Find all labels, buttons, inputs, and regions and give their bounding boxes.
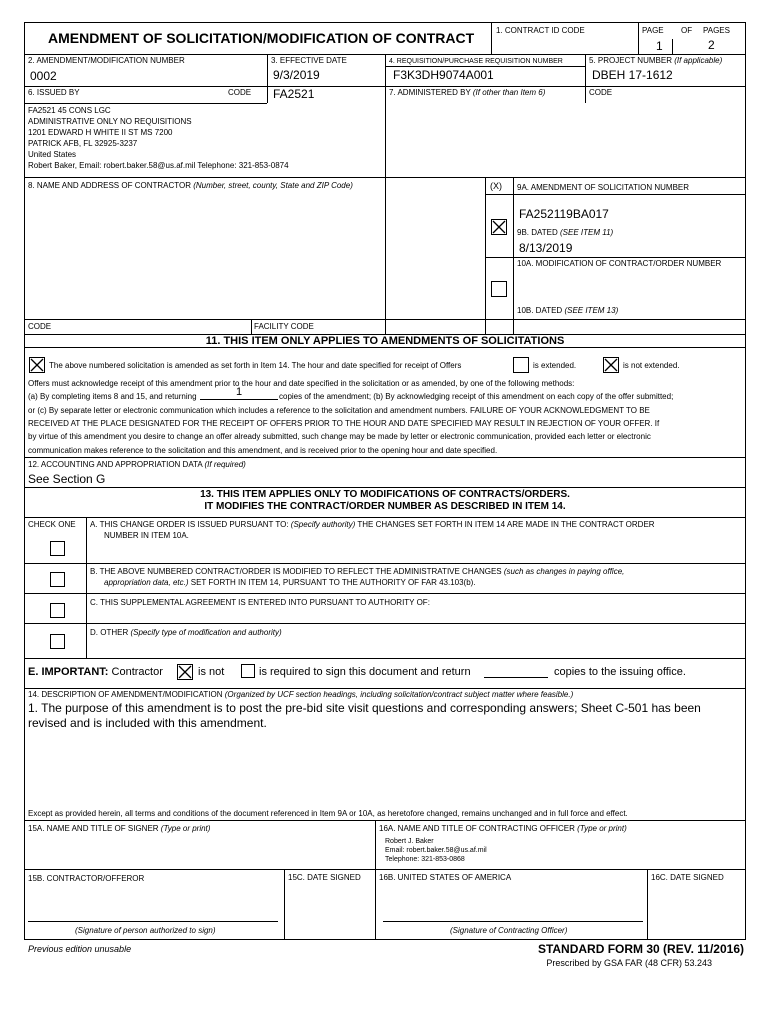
sig-person-caption: (Signature of person authorized to sign) (75, 926, 216, 935)
not-extended-label: is not extended. (623, 361, 680, 370)
page-label: PAGE (642, 26, 664, 35)
item13d-text: D. OTHER (Specify type of modification and authority) (90, 628, 282, 637)
box5-label: 5. PROJECT NUMBER (If applicable) (589, 56, 723, 65)
box16a-label: 16A. NAME AND TITLE OF CONTRACTING OFFICER (Type or print) (379, 824, 627, 833)
box16c-label: 16C. DATE SIGNED (651, 873, 724, 882)
x-label: (X) (490, 181, 502, 191)
form-name: STANDARD FORM 30 (REV. 11/2016) (537, 942, 744, 956)
of-label: OF (681, 26, 693, 35)
item13b-text: B. THE ABOVE NUMBERED CONTRACT/ORDER IS MODIFIED TO REFLECT THE ADMINISTRATIVE CHANGES (such as changes in paying office, (90, 567, 625, 576)
divider (24, 688, 746, 689)
requisition-number: F3K3DH9074A001 (393, 68, 494, 82)
box15a-label: 15A. NAME AND TITLE OF SIGNER (Type or print) (28, 824, 211, 833)
previous-edition: Previous edition unusable (28, 944, 132, 954)
is-required-label: is required to sign this document and return (259, 666, 471, 678)
item13a-text: A. THIS CHANGE ORDER IS ISSUED PURSUANT TO: (Specify authority) THE CHANGES SET FORTH IN ITEM 14 ARE MADE IN THE CONTRACT ORDER (90, 520, 655, 529)
offers-line-2b: copies of the amendment; (b) By acknowledging receipt of this amendment on each copy of the offer submitted; (279, 392, 674, 401)
box7-code-label: CODE (589, 88, 613, 97)
offers-line-3: or (c) By separate letter or electronic communication which includes a reference to the solicitation and amendment numbers. FAILURE OF YOUR ACKNOWLEDGMENT TO BE (28, 406, 650, 415)
solicitation-date: 8/13/2019 (519, 241, 573, 255)
box3-label: 3. EFFECTIVE DATE (271, 56, 347, 65)
item13c-text: C. THIS SUPPLEMENTAL AGREEMENT IS ENTERED INTO PURSUANT TO AUTHORITY OF: (90, 598, 430, 607)
divider (24, 487, 746, 488)
item12-label: 12. ACCOUNTING AND APPROPRIATION DATA (If required) (28, 460, 246, 469)
contractor-signature-line[interactable] (28, 921, 278, 922)
divider (24, 517, 746, 518)
divider (24, 869, 746, 870)
item11-header: 11. THIS ITEM ONLY APPLIES TO AMENDMENTS OF SOLICITATIONS (205, 335, 565, 347)
contractor-code-label: CODE (28, 322, 52, 331)
officer-phone: Telephone: 321-853-0868 (385, 856, 465, 863)
divider (513, 177, 514, 334)
is-extended-label: is extended. (533, 361, 577, 370)
item13b-checkbox[interactable] (50, 572, 65, 587)
is-extended-checkbox[interactable] (513, 357, 529, 373)
is-not-label: is not (198, 666, 225, 678)
total-pages: 2 (708, 38, 715, 52)
divider (24, 457, 746, 458)
divider (24, 623, 746, 624)
copies-issuing-label: copies to the issuing office. (554, 666, 686, 678)
amended-checkbox[interactable] (29, 357, 45, 373)
facility-code-label: FACILITY CODE (254, 322, 314, 331)
check-x-icon (492, 220, 506, 234)
item13a-line-2: NUMBER IN ITEM 10A. (104, 531, 189, 540)
divider (267, 54, 268, 103)
box6-label: 6. ISSUED BY (28, 88, 80, 97)
item13a-checkbox[interactable] (50, 541, 65, 556)
box15c-label: 15C. DATE SIGNED (288, 873, 361, 882)
form-left-border (24, 22, 25, 939)
check-x-icon (30, 358, 44, 372)
amendment-number: 0002 (30, 69, 57, 83)
box9b-label: 9B. DATED (SEE ITEM 11) (517, 228, 614, 237)
item13-header-1: 13. THIS ITEM APPLIES ONLY TO MODIFICATIONS OF CONTRACTS/ORDERS. (200, 489, 570, 500)
issued-by-code: FA2521 (273, 87, 315, 101)
divider (647, 869, 648, 939)
divider (491, 22, 492, 54)
divider (638, 22, 639, 54)
divider (24, 103, 267, 104)
effective-date: 9/3/2019 (273, 68, 320, 82)
divider (251, 319, 252, 334)
check-one-label: CHECK ONE (28, 520, 76, 529)
box10a-label: 10A. MODIFICATION OF CONTRACT/ORDER NUMBER (517, 259, 722, 268)
divider (485, 257, 746, 258)
copies-field[interactable] (484, 677, 548, 678)
check-x-icon (604, 358, 618, 372)
divider (585, 54, 586, 103)
important-label: E. IMPORTANT: Contractor (28, 666, 163, 678)
except-text: Except as provided herein, all terms and conditions of the document referenced in Item 9A or 10A, as heretofore changed, remains unchanged and in full force and effect. (28, 809, 628, 818)
sig-officer-caption: (Signature of Contracting Officer) (450, 926, 568, 935)
item13c-checkbox[interactable] (50, 603, 65, 618)
box9-checkbox[interactable] (491, 219, 507, 235)
offers-line-2a: (a) By completing items 8 and 15, and returning (28, 392, 197, 401)
divider (284, 869, 285, 939)
form-bottom-border (24, 939, 746, 940)
officer-email: Email: robert.baker.58@us.af.mil (385, 847, 487, 854)
divider (485, 177, 486, 334)
box8-label: 8. NAME AND ADDRESS OF CONTRACTOR (Number, street, county, State and ZIP Code) (28, 181, 353, 190)
prescribed-by: Prescribed by GSA FAR (48 CFR) 53.243 (546, 958, 712, 968)
box10-checkbox[interactable] (491, 281, 507, 297)
item13-header-2: IT MODIFIES THE CONTRACT/ORDER NUMBER AS DESCRIBED IN ITEM 14. (204, 501, 566, 512)
project-number: DBEH 17-1612 (592, 68, 673, 82)
offers-line-4: RECEIVED AT THE PLACE DESIGNATED FOR THE RECEIPT OF OFFERS PRIOR TO THE HOUR AND DATE SPECIFIED MAY RESULT IN REJECTION OF YOUR OFFER. If (28, 419, 660, 428)
offers-line-5: by virtue of this amendment you desire to change an offer already submitted, such change may be made by letter or electronic communication, provided each letter or electronic (28, 432, 651, 441)
box6-code-label: CODE (228, 88, 252, 97)
divider (86, 517, 87, 658)
divider (24, 319, 746, 320)
divider (24, 593, 746, 594)
item13b-line-2: appropriation data, etc.) SET FORTH IN ITEM 14, PURSUANT TO THE AUTHORITY OF FAR 43.103(b). (104, 578, 476, 587)
item11-text: The above numbered solicitation is amended as set forth in Item 14. The hour and date specified for receipt of Offers (49, 361, 462, 370)
page-number: 1 (656, 39, 663, 53)
box4-label: 4. REQUISITION/PURCHASE REQUISITION NUMBER (389, 58, 563, 65)
item13d-checkbox[interactable] (50, 634, 65, 649)
divider (385, 54, 386, 334)
check-x-icon (178, 665, 192, 679)
offers-line-6: communication makes reference to the solicitation and this amendment, and is received prior to the opening hour and date specified. (28, 446, 498, 455)
item14-description: 1. The purpose of this amendment is to post the pre-bid site visit questions and corresponding answers; Sheet C-501 has been revised and is included with this amendment. (28, 701, 701, 730)
divider (672, 39, 673, 54)
officer-signature-line[interactable] (383, 921, 643, 922)
solicitation-number: FA252119BA017 (519, 207, 609, 221)
item14-label: 14. DESCRIPTION OF AMENDMENT/MODIFICATION (Organized by UCF section headings, including solicitation/contract subject matter where feasible.) (28, 690, 574, 699)
divider (485, 194, 746, 195)
is-not-checkbox[interactable] (177, 664, 193, 680)
box10b-label: 10B. DATED (SEE ITEM 13) (517, 306, 619, 315)
box15b-label: 15B. CONTRACTOR/OFFEROR (28, 874, 145, 883)
offers-line-1: Offers must acknowledge receipt of this amendment prior to the hour and date specified in the solicitation or as amended, by one of the following methods: (28, 379, 575, 388)
box16b-label: 16B. UNITED STATES OF AMERICA (379, 873, 512, 882)
divider (24, 177, 746, 178)
officer-name: Robert J. Baker (385, 838, 434, 845)
form-title: AMENDMENT OF SOLICITATION/MODIFICATION OF CONTRACT (48, 30, 475, 46)
divider (375, 820, 376, 939)
copies-returned-field[interactable]: 1 (200, 386, 278, 400)
accounting-data: See Section G (28, 472, 106, 486)
box2-label: 2. AMENDMENT/MODIFICATION NUMBER (28, 56, 185, 65)
box9a-label: 9A. AMENDMENT OF SOLICITATION NUMBER (517, 183, 690, 192)
divider (24, 86, 746, 87)
box1-label: 1. CONTRACT ID CODE (496, 26, 585, 35)
pages-label: PAGES (703, 26, 730, 35)
not-extended-checkbox[interactable] (603, 357, 619, 373)
divider (24, 658, 746, 659)
divider (24, 347, 746, 348)
form-right-border (745, 22, 746, 939)
issued-by-address: FA2521 45 CONS LGC ADMINISTRATIVE ONLY NO REQUISITIONS 1201 EDWARD H WHITE II ST MS 7200 PATRICK AFB, FL 32925-3237 United States Robert Baker, Email: robert.baker.58@us.af.mil Telephone: 321-853-0874 (28, 106, 289, 170)
divider (24, 563, 746, 564)
box7-label: 7. ADMINISTERED BY (If other than Item 6) (389, 88, 546, 97)
divider (24, 820, 746, 821)
is-required-checkbox[interactable] (241, 664, 255, 678)
